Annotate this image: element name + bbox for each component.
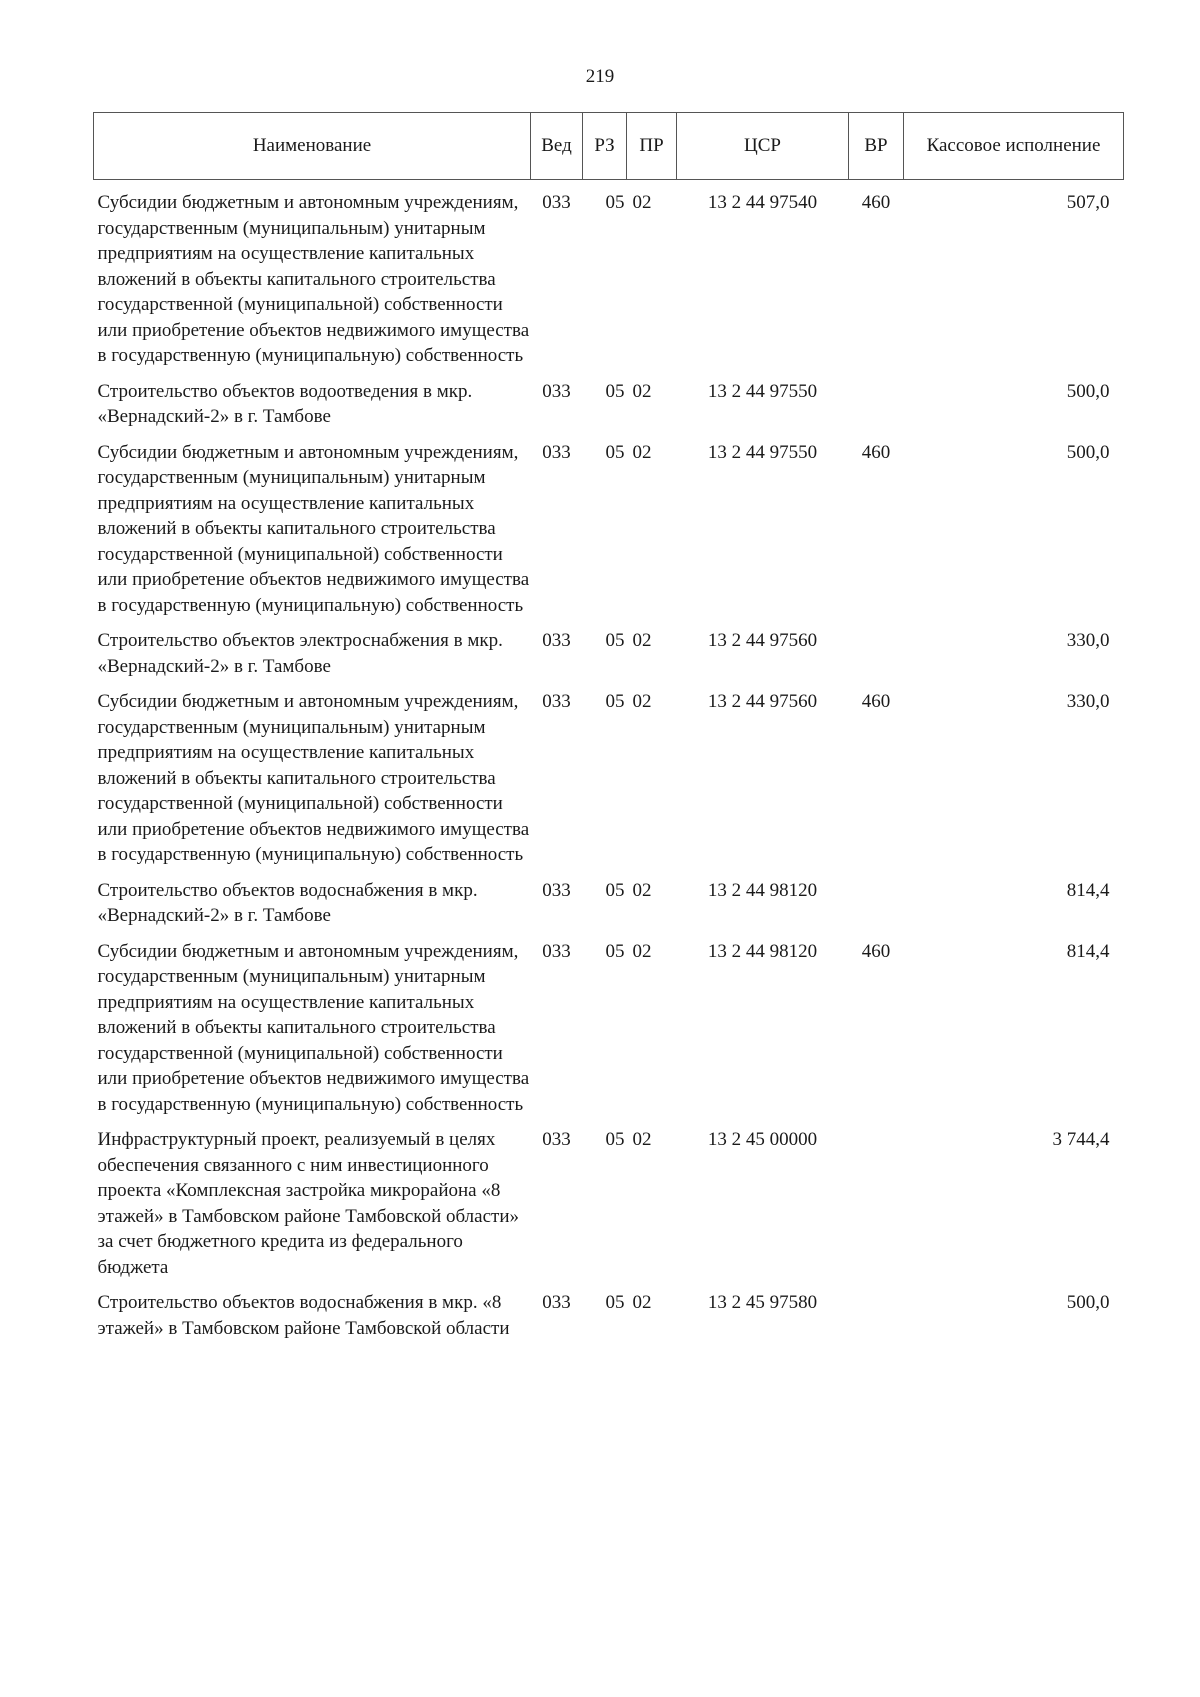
row-name: Строительство объектов электроснабжения в мкр. «Вернадский-2» в г. Тамбове: [97, 630, 503, 677]
row-csr: 13 2 44 97540: [707, 192, 818, 213]
row-rz: 05: [605, 380, 625, 402]
row-ved: 033: [542, 441, 571, 463]
row-amount: 500,0: [1066, 1292, 1110, 1313]
row-ved: 033: [542, 940, 571, 962]
row-name: Строительство объектов водоснабжения в мкр. «8 этажей» в Тамбовском районе Тамбовской области: [97, 1292, 510, 1339]
row-vr: 460: [861, 691, 891, 712]
row-name: Субсидии бюджетным и автономным учреждениям, государственным (муниципальным) унитарным предприятиям на осуществление капитальных вложений в объекты капитального строительства государственной (муниципальной) собственности или приобретение объектов недвижимого имущества в государственную (муниципальную) собственность: [97, 441, 530, 616]
row-rz: 05: [605, 630, 625, 651]
row-pr: 02: [632, 192, 652, 213]
row-rz: 05: [605, 691, 625, 712]
header-pr: ПР: [627, 113, 677, 180]
row-pr: 02: [632, 441, 652, 463]
row-csr: 13 2 44 97550: [707, 380, 818, 402]
row-csr: 13 2 45 00000: [707, 1129, 818, 1150]
row-pr: 02: [632, 1292, 652, 1313]
table-row: [94, 1127, 1124, 1290]
row-rz: 05: [605, 1129, 625, 1150]
row-vr: 460: [861, 940, 891, 962]
table-row: [94, 1290, 1124, 1351]
row-rz: 05: [605, 441, 625, 463]
row-vr: 460: [861, 441, 891, 463]
budget-table: [93, 112, 1124, 1351]
row-rz: 05: [605, 192, 625, 213]
row-csr: 13 2 44 97560: [707, 691, 818, 712]
row-rz: 05: [605, 1292, 625, 1313]
row-name: Субсидии бюджетным и автономным учреждениям, государственным (муниципальным) унитарным предприятиям на осуществление капитальных вложений в объекты капитального строительства государственной (муниципальной) собственности или приобретение объектов недвижимого имущества в государственную (муниципальную) собственность: [97, 691, 530, 865]
row-vr: [849, 628, 904, 689]
header-csr: ЦСР: [677, 113, 849, 180]
table-row: [94, 628, 1124, 689]
row-amount: 500,0: [1066, 441, 1110, 463]
table-row: [94, 689, 1124, 878]
row-csr: 13 2 44 97550: [707, 441, 818, 463]
row-vr: [849, 1290, 904, 1351]
row-rz: 05: [605, 879, 625, 901]
row-pr: 02: [632, 691, 652, 712]
row-name: Строительство объектов водоснабжения в мкр. «Вернадский-2» в г. Тамбове: [97, 879, 478, 926]
row-name: Строительство объектов водоотведения в мкр. «Вернадский-2» в г. Тамбове: [97, 380, 473, 427]
row-amount: 814,4: [1066, 940, 1110, 962]
table-row: [94, 878, 1124, 939]
row-amount: 507,0: [1066, 192, 1110, 213]
row-amount: 814,4: [1066, 879, 1110, 901]
row-vr: [849, 1127, 904, 1290]
table-row: [94, 440, 1124, 629]
row-amount: 330,0: [1066, 630, 1110, 651]
table-row: [94, 939, 1124, 1128]
row-vr: [849, 878, 904, 939]
row-pr: 02: [632, 940, 652, 962]
row-ved: 033: [542, 630, 571, 651]
row-ved: 033: [542, 879, 571, 901]
row-name: Субсидии бюджетным и автономным учреждениям, государственным (муниципальным) унитарным предприятиям на осуществление капитальных вложений в объекты капитального строительства государственной (муниципальной) собственности или приобретение объектов недвижимого имущества в государственную (муниципальную) собственность: [97, 192, 530, 366]
row-csr: 13 2 44 97560: [707, 630, 818, 651]
header-vr: ВР: [849, 113, 904, 180]
row-ved: 033: [542, 380, 571, 402]
row-pr: 02: [632, 380, 652, 402]
header-ved: Вед: [531, 113, 583, 180]
row-name: Субсидии бюджетным и автономным учреждениям, государственным (муниципальным) унитарным предприятиям на осуществление капитальных вложений в объекты капитального строительства государственной (муниципальной) собственности или приобретение объектов недвижимого имущества в государственную (муниципальную) собственность: [97, 940, 530, 1115]
header-name: Наименование: [94, 113, 531, 180]
row-ved: 033: [542, 1129, 571, 1150]
row-vr: [849, 379, 904, 440]
row-amount: 500,0: [1066, 380, 1110, 402]
row-csr: 13 2 44 98120: [707, 940, 818, 962]
header-amount: Кассовое исполнение: [904, 113, 1124, 180]
row-name: Инфраструктурный проект, реализуемый в целях обеспечения связанного с ним инвестиционного проекта «Комплексная застройка микрорайона «8 этажей» в Тамбовском районе Тамбовской области» за счет бюджетного кредита из федерального бюджета: [97, 1129, 519, 1278]
table-row: [94, 180, 1124, 379]
row-pr: 02: [632, 879, 652, 901]
table-header-row: [94, 113, 1124, 180]
row-csr: 13 2 45 97580: [707, 1292, 818, 1313]
row-vr: 460: [861, 192, 891, 213]
row-amount: 3 744,4: [1052, 1129, 1110, 1150]
page-number: 219: [585, 66, 615, 87]
table-row: [94, 379, 1124, 440]
row-amount: 330,0: [1066, 691, 1110, 712]
row-ved: 033: [542, 1292, 571, 1313]
row-pr: 02: [632, 1129, 652, 1150]
row-csr: 13 2 44 98120: [707, 879, 818, 901]
row-pr: 02: [632, 630, 652, 651]
header-rz: РЗ: [583, 113, 627, 180]
row-ved: 033: [542, 192, 571, 213]
row-rz: 05: [605, 940, 625, 962]
row-ved: 033: [542, 691, 571, 712]
